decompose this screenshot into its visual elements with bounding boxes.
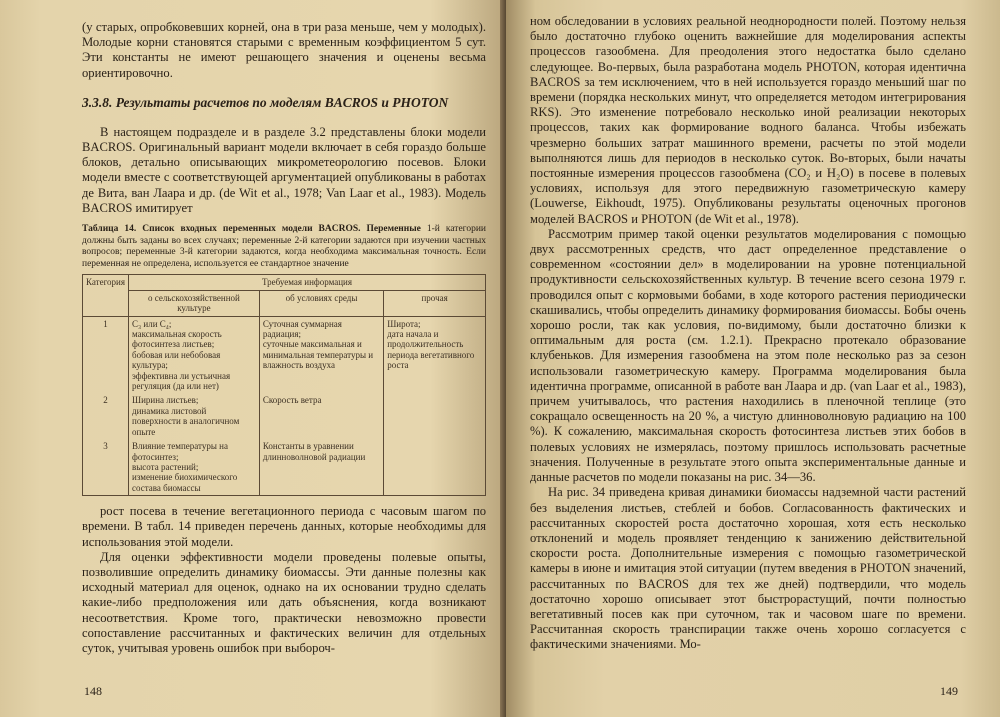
table-row [83, 439, 486, 496]
page-number-left: 148 [84, 684, 102, 698]
crop-cell [129, 439, 260, 496]
cell-line: суточные максимальная и минимальная температуры и влажность воздуха [262, 339, 374, 371]
cell-line: Ширина листьев; [132, 395, 199, 406]
cell-line: высота растений; [132, 461, 199, 472]
subcol-crop-header: о сельскохозяйственной культуре [129, 290, 260, 316]
cell-line: дата начала и продолжительность периода вегетативного роста [387, 329, 475, 371]
input-variables-table [82, 274, 486, 496]
other-cell [384, 439, 486, 496]
col-category-header: Категория [83, 275, 129, 316]
right-page [506, 0, 1000, 717]
col-required-header: Требуемая информация [129, 275, 486, 290]
cell-line: Константы в уравнении длинноволновой радиации [262, 441, 366, 462]
paragraph-after-table: рост посева в течение вегетационного периода с часовым шагом по времени. В табл. 14 приведен перечень данных, которые необходимы для использования этой модели. [82, 504, 486, 549]
table-caption-title: Таблица 14. Список входных переменных модели BACROS. Переменные [82, 224, 421, 235]
cell-line: Скорость ветра [262, 395, 322, 406]
paragraph-3: На рис. 34 приведена кривая динамики биомассы надземной части растений без выделения листьев, стеблей и бобов. Согласованность фактических и рассчитанных скоростей роста достаточно хорошая, хотя есть несколько отклонений и модель проявляет тенденцию к занижению действительной скорости роста. Дополнительные измерения с помощью газометрической камеры в июне и имитация этой ситуации (путем введения в PHOTON значений, рассчитанных по BACROS для тех же дней) подтвердили, что модель достаточно хорошо описывает этот быстрорастущий, почти полностью вегетативный посев как при суточном, так и часовом шаге по времени. Рассчитанная скорость транспирации также очень хорошо согласуется с фактическими значениями. Мо- [530, 485, 966, 652]
other-cell [384, 316, 486, 393]
table-caption-text: 1-й категории должны быть заданы во всех случаях; переменные 2-й категории задаются при изучении частных вопросов; переменные 3-й категории задаются, когда необходима максимальная точность. Если переменная не определена, используется ее стандартное значение [82, 224, 486, 269]
cell-line: динамика листовой поверхности в аналогичном опыте [132, 405, 240, 437]
paragraph-top: (у старых, опробковевших корней, она в три раза меньше, чем у молодых). Молодые корни становятся старыми с временным коэффициентом 5 сут. Эти константы не имеют решающего значения и оценены весьма ориентировочно. [82, 20, 486, 80]
category-cell: 2 [83, 393, 129, 439]
cell-line: бобовая или небобовая культура; [132, 349, 221, 371]
paragraph-intro: В настоящем подразделе и в разделе 3.2 представлены блоки модели BACROS. Оригинальный вариант модели включает в себя гораздо больше блоков, детально описывающих микрометеорологию посевов. Блоки модели вместе с соответствующей аргументацией опубликованы в работах де Вита, ван Лаара и др. (de Wit et al., 1978; Van Laar et al., 1983). Модель BACROS имитирует [82, 124, 486, 215]
crop-cell [129, 316, 260, 393]
paragraph-2: Рассмотрим пример такой оценки результатов моделирования с помощью двух рассмотренных средств, что даст определенное представление о современном «состоянии дел» в моделировании на уровне потенциальной продуктивности сельскохозяйственных культур. В течение всего сезона 1979 г. проводился опыт с кормовыми бобами, в ходе которого растения периодически скашивались, чтобы определить динамику формирования биомассы. Бобы очень хорошо росли, так как условия, по-видимому, были достаточно близки к оптимальным для роста (см. 1.2.1). Прекрасно протекало образование клубеньков. Для измерения газообмена на этом поле несколько раз за сезон использовали газометрическую камеру. Программа моделирования была идентична программе, описанной в работе ван Лаара и др. (van Laar et al., 1983), причем учитывалось, что растения находились в пленочной теплице (это сокращало освещенность на 20 %, а чистую длинноволновую радиацию на 100 %). К сожалению, максимальная скорость фотосинтеза листьев этих бобов в полевых условиях не измерялась, поэтому пришлось использовать расчетные значения. Полученные в результате этого опыта экспериментальные данные и данные расчетов по модели показаны на рис. 34—36. [530, 226, 966, 485]
env-cell [259, 439, 383, 496]
crop-cell [129, 393, 260, 439]
env-cell [259, 316, 383, 393]
paragraph-1: ном обследовании в условиях реальной неоднородности полей. Поэтому нельзя было достаточно глубоко оценить важнейшие для моделирования аспекты процессов газообмена. Для преодоления этого недостатка было сделано следующее. Во-первых, была разработана модель PHOTON, которая идентична BACROS за тем исключением, что в ней используется гораздо меньший шаг по времени (порядка нескольких минут, что определяется методом интегрирования RKS). Это изменение потребовало несколько иной реализации некоторых процессов, таких как формирование водного баланса. Чтобы избежать чрезмерно больших затрат машинного времени, расчеты по этой модели выполняются лишь для периодов в несколько суток. Во-вторых, были начаты постоянные измерения процессов газообмена (CO₂ и H₂O) в посеве в полевых условиях, используя для этого передвижную газометрическую камеру (Louwerse, Eikhoudt, 1975). Опубликованы результаты оценочных прогонов моделей BACROS и PHOTON (de Wit et al., 1978). [530, 14, 966, 226]
table-row [83, 316, 486, 393]
cell-line: Влияние температуры на фотосинтез; [132, 441, 228, 462]
table-row [83, 393, 486, 439]
cell-line: Суточная суммарная радиация; [262, 318, 342, 340]
cell-line: C₃ или C₄; [132, 318, 172, 329]
paragraph-last: Для оценки эффективности модели проведены полевые опыты, позволившие определить динамику биомассы. Эти данные полезны как исходный материал для оценок, однако на их основании трудно сделать какие-либо предположения или дать объяснения, когда возникают несоответствия. Кроме того, практически невозможно провести сопоставление рассчитанных и фактических величин для отдельных суток, учитывая уровень ошибок при выбороч- [82, 549, 486, 655]
subcol-env-header: об условиях среды [259, 290, 383, 316]
cell-line: максимальная скорость фотосинтеза листьев; [132, 329, 222, 350]
category-cell: 1 [83, 316, 129, 393]
page-number-right: 149 [940, 684, 958, 698]
env-cell [259, 393, 383, 439]
category-cell: 3 [83, 439, 129, 496]
cell-line: эффективна ли устьичная регуляция (да или нет) [132, 370, 231, 392]
cell-line: Широта; [387, 318, 421, 329]
subcol-other-header: прочая [384, 290, 486, 316]
section-heading: 3.3.8. Результаты расчетов по моделям BACROS и PHOTON [82, 94, 449, 110]
other-cell [384, 393, 486, 439]
table-caption [82, 224, 486, 270]
cell-line: изменение биохимического состава биомассы [132, 472, 238, 493]
